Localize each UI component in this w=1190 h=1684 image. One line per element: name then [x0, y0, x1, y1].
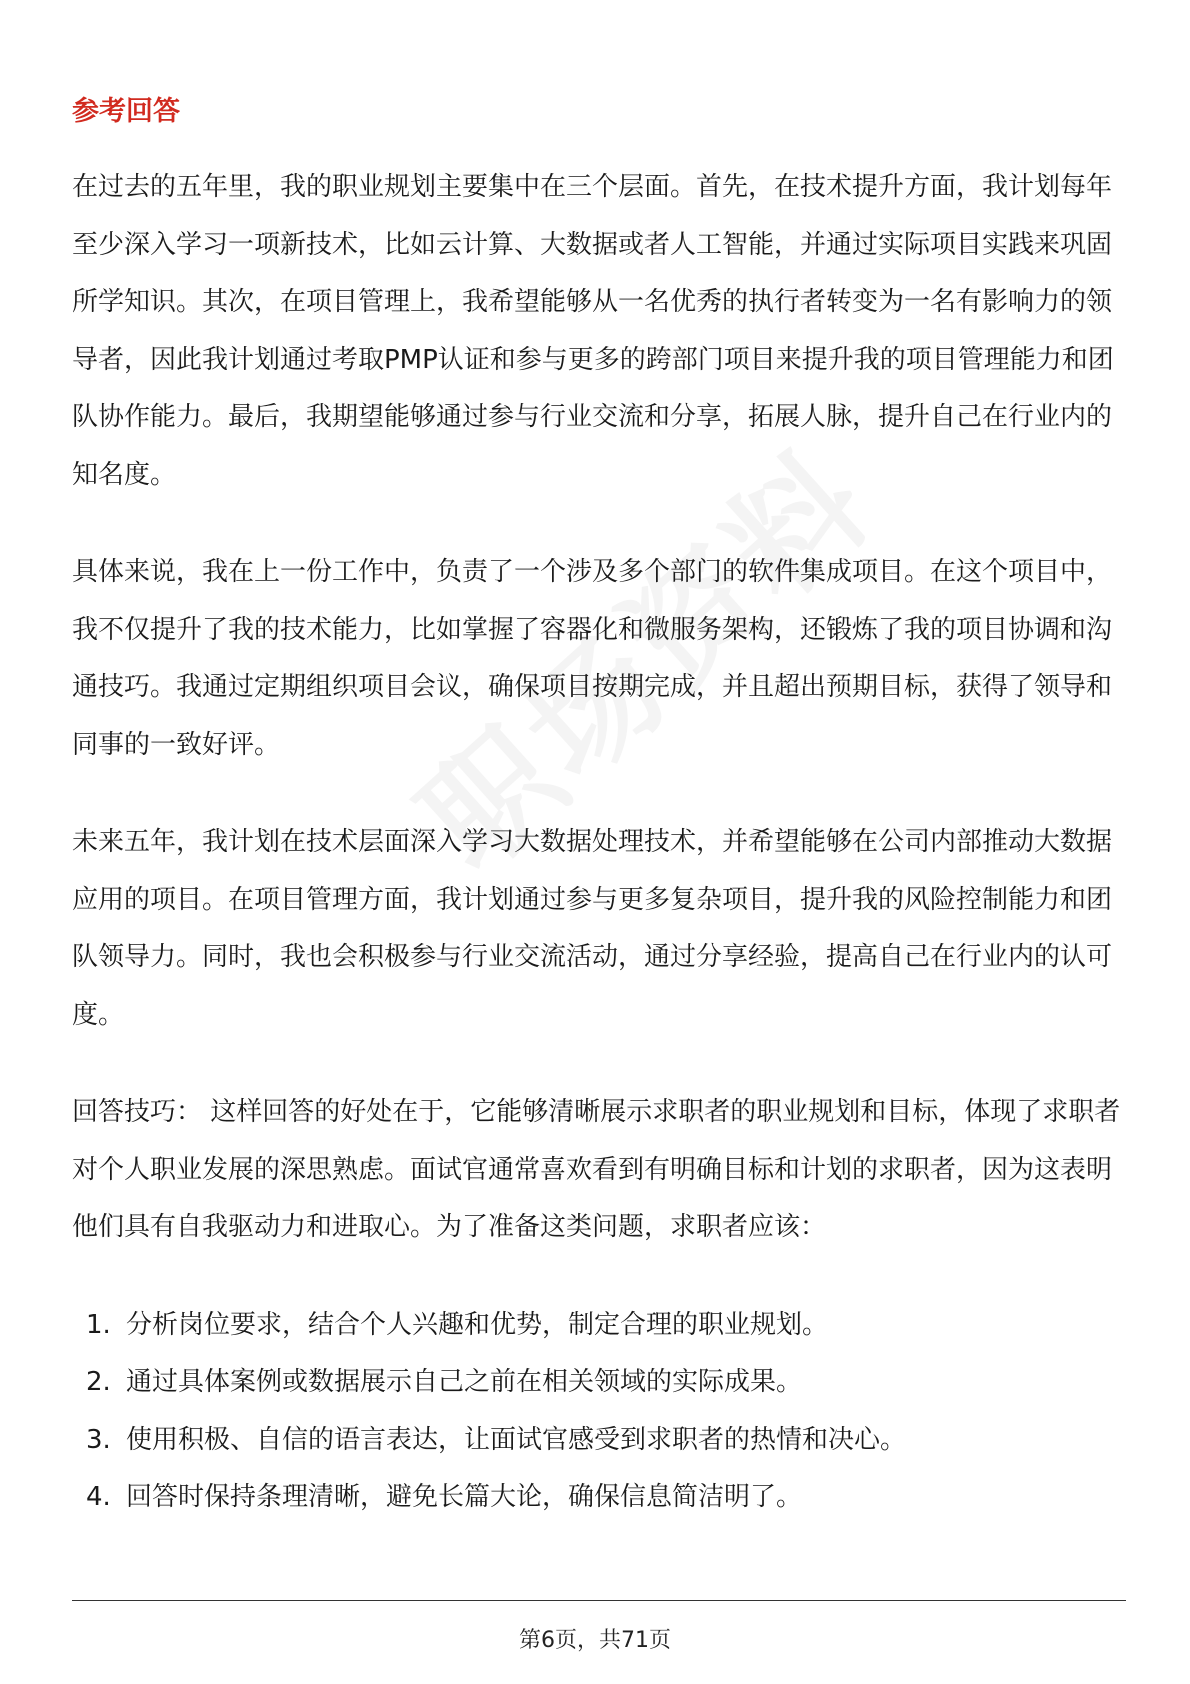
- paragraph-answer-tips: 回答技巧： 这样回答的好处在于，它能够清晰展示求职者的职业规划和目标，体现了求职者对个人职业发展的深思熟虑。面试官通常喜欢看到有明确目标和计划的求职者，因为这表明他们具有自我驱动力和进取心。为了准备这类问题，求职者应该：: [72, 1097, 1121, 1242]
- list-item-text: 使用积极、自信的语言表达，让面试官感受到求职者的热情和决心。: [126, 1424, 907, 1455]
- list-item: [72, 1469, 1124, 1527]
- paragraph-future-plan: 未来五年，我计划在技术层面深入学习大数据处理技术，并希望能够在公司内部推动大数据应用的项目。在项目管理方面，我计划通过参与更多复杂项目，提升我的风险控制能力和团队领导力。同时，我也会积极参与行业交流活动，通过分享经验，提高自己在行业内的认可度。: [72, 827, 1113, 1030]
- list-item: [72, 1354, 1124, 1412]
- list-item: [72, 1297, 1124, 1355]
- paragraph-past-experience: 具体来说，我在上一份工作中，负责了一个涉及多个部门的软件集成项目。在这个项目中，我不仅提升了我的技术能力，比如掌握了容器化和微服务架构，还锻炼了我的项目协调和沟通技巧。我通过定期组织项目会议，确保项目按期完成，并且超出预期目标，获得了领导和同事的一致好评。: [72, 557, 1113, 760]
- tips-list: [72, 1297, 1124, 1527]
- list-item-number: 2.: [86, 1367, 111, 1397]
- footer-divider: [72, 1600, 1126, 1601]
- list-item-text: 通过具体案例或数据展示自己之前在相关领域的实际成果。: [126, 1367, 803, 1397]
- list-item-text: 回答时保持条理清晰，避免长篇大论，确保信息简洁明了。: [126, 1482, 803, 1512]
- page-number: 第6页，共71页: [519, 1628, 671, 1653]
- paragraph-career-plan: 在过去的五年里，我的职业规划主要集中在三个层面。首先，在技术提升方面，我计划每年至少深入学习一项新技术，比如云计算、大数据或者人工智能，并通过实际项目实践来巩固所学知识。其次，在项目管理上，我希望能够从一名优秀的执行者转变为一名有影响力的领导者，因此我计划通过考取PMP认证和参与更多的跨部门项目来提升我的项目管理能力和团队协作能力。最后，我期望能够通过参与行业交流和分享，拓展人脉，提升自己在行业内的知名度。: [72, 172, 1114, 490]
- list-item-number: 1.: [86, 1309, 111, 1340]
- list-item-number: 3.: [86, 1424, 111, 1455]
- list-item-number: 4.: [86, 1482, 111, 1512]
- section-title: 参考回答: [72, 96, 180, 127]
- list-item: [72, 1412, 1124, 1470]
- list-item-text: 分析岗位要求，结合个人兴趣和优势，制定合理的职业规划。: [126, 1309, 829, 1340]
- answer-body: [72, 159, 1124, 1527]
